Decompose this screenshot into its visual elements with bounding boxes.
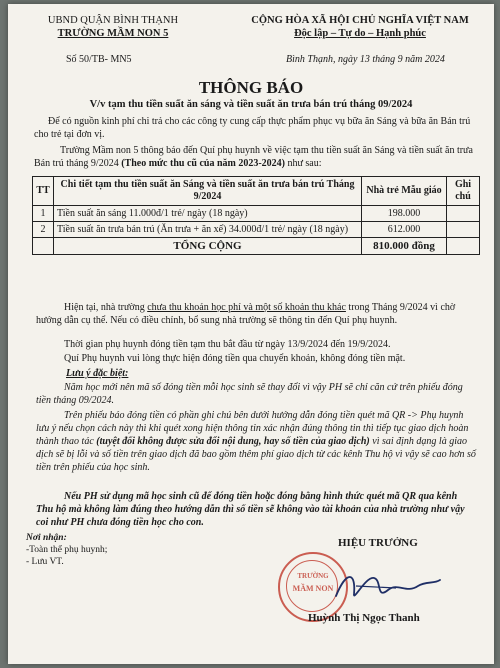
national-motto: Độc lập – Tự do – Hạnh phúc: [294, 28, 426, 39]
body-paragraph-2: Thời gian phụ huynh đóng tiền tạm thu bắt đầu từ ngày 13/9/2024 đến 19/9/2024.: [64, 339, 391, 350]
body-paragraph-4: Năm học mới nên mã số đóng tiền mỗi học sinh sẽ thay đổi vì vậy PH sẽ chỉ căn cứ trên phiếu đóng tiền tháng 09/2024.: [36, 382, 463, 406]
stamp-text: TRƯỜNG: [297, 572, 329, 580]
recipient-item: - Lưu VT.: [26, 557, 64, 567]
header-right: [230, 14, 490, 40]
fee-table: [32, 176, 480, 255]
school-name: TRƯỜNG MẦM NON 5: [57, 28, 169, 39]
body-paragraph-5: [36, 409, 476, 474]
header-left: [18, 14, 208, 40]
recipients-label: Nơi nhận:: [26, 533, 67, 543]
recipient-item: -Toàn thể phụ huynh;: [26, 545, 108, 555]
document-page: [8, 4, 494, 664]
handwritten-signature-icon: [326, 566, 446, 606]
header-detail: Chi tiết tạm thu tiền suất ăn Sáng và tiền suất ăn trưa bán trú Tháng 9/2024: [54, 177, 362, 206]
country-name: CỘNG HÒA XÃ HỘI CHỦ NGHĨA VIỆT NAM: [251, 15, 469, 26]
body-text: Trên phiếu báo đóng tiền có phần ghi chú bên dưới hướng dẫn đóng tiền quét mã QR -> Phụ huynh lưu ý nếu chọn cách này thì khi quét xong hiện thông tin xác nhận đúng thông tin thì tiếp tục giao dịch hoàn thành thao tác: [36, 410, 469, 447]
row-detail: Tiền suất ăn trưa bán trú (Ăn trưa + ăn xế) 34.000đ/1 trẻ/ ngày (18 ngày): [54, 222, 362, 238]
row-amount: 198.000: [362, 206, 447, 222]
header-amount: Nhà trẻ Mẫu giáo: [362, 177, 447, 206]
recipients-block: [26, 532, 107, 568]
total-note: [447, 238, 480, 255]
intro-paragraph-1: Để có nguồn kinh phí chi trả cho các công ty cung cấp thực phẩm phục vụ bữa ăn Sáng và bữa ăn Bán trú cho trẻ tại đơn vị.: [34, 116, 471, 140]
document-subtitle: V/v tạm thu tiền suất ăn sáng và tiền suất ăn trưa bán trú tháng 09/2024: [89, 99, 413, 110]
total-blank: [33, 238, 54, 255]
header-tt: TT: [33, 177, 54, 206]
intro-text: Trường Mầm non 5 thông báo đến Quí phụ huynh về việc tạm thu tiền suất ăn Sáng và tiền suất ăn trưa Bán trú tháng 9/2024: [34, 145, 473, 169]
body-paragraph-1: [36, 301, 476, 327]
body-text: vì sai định dạng là giao dịch sẽ bị lỗi và số tiền trên giao dịch đã bao gồm thêm phí giao dịch từ các kênh Thu hộ vì vậy sẽ cao hơn số tiền trên phiếu của học sinh.: [36, 436, 476, 473]
signer-title: HIỆU TRƯỞNG: [338, 537, 418, 549]
body-underlined: chưa thu khoản học phí và một số khoản thu khác: [147, 302, 346, 313]
total-row: [33, 238, 480, 255]
document-date: Bình Thạnh, ngày 13 tháng 9 năm 2024: [286, 54, 445, 65]
body-text: trong Tháng 9/2024 vì chờ hướng dẫn cụ thể. Nếu có điều chỉnh, bổ sung nhà trường sẽ thông tin đến Quí phụ huynh.: [36, 302, 456, 326]
row-note: [447, 206, 480, 222]
intro-paragraph-2: [34, 144, 474, 170]
body-paragraph-6: Nếu PH sử dụng mã học sinh cũ để đóng tiền hoặc đóng bằng hình thức quét mã QR qua kênh Thu hộ mà không làm đúng theo hướng dẫn thì số tiền sẽ không vào tài khoản của nhà trường như vậy coi như PH chưa đóng tiền học cho con.: [36, 491, 465, 528]
total-label: TỔNG CỘNG: [54, 238, 362, 255]
intro-emphasis: (Theo mức thu cũ của năm 2023-2024): [121, 158, 285, 169]
row-detail: Tiền suất ăn sáng 11.000đ/1 trẻ/ ngày (18 ngày): [54, 206, 362, 222]
total-amount: 810.000 đồng: [362, 238, 447, 255]
row-amount: 612.000: [362, 222, 447, 238]
body-emphasis: (tuyệt đối không được sửa đổi nội dung, hay số tiền của giao dịch): [96, 436, 370, 447]
signer-name: Huỳnh Thị Ngọc Thanh: [308, 612, 420, 624]
intro-text-end: như sau:: [285, 158, 322, 169]
document-title: THÔNG BÁO: [198, 78, 304, 97]
row-number: 2: [33, 222, 54, 238]
row-note: [447, 222, 480, 238]
table-row: [33, 206, 480, 222]
body-paragraph-3: Quí Phụ huynh vui lòng thực hiện đóng tiền qua chuyển khoản, không đóng tiền mặt.: [64, 353, 406, 364]
row-number: 1: [33, 206, 54, 222]
header-note: Ghi chú: [447, 177, 480, 206]
special-note-label: Lưu ý đặc biệt:: [66, 368, 129, 379]
body-text: Hiện tại, nhà trường: [64, 302, 148, 313]
table-row: [33, 222, 480, 238]
document-number: Số 50/TB- MN5: [66, 54, 132, 65]
table-header-row: [33, 177, 480, 206]
agency-name: UBND QUẬN BÌNH THẠNH: [47, 15, 179, 26]
stamp-text: MẦM NON: [292, 584, 334, 593]
